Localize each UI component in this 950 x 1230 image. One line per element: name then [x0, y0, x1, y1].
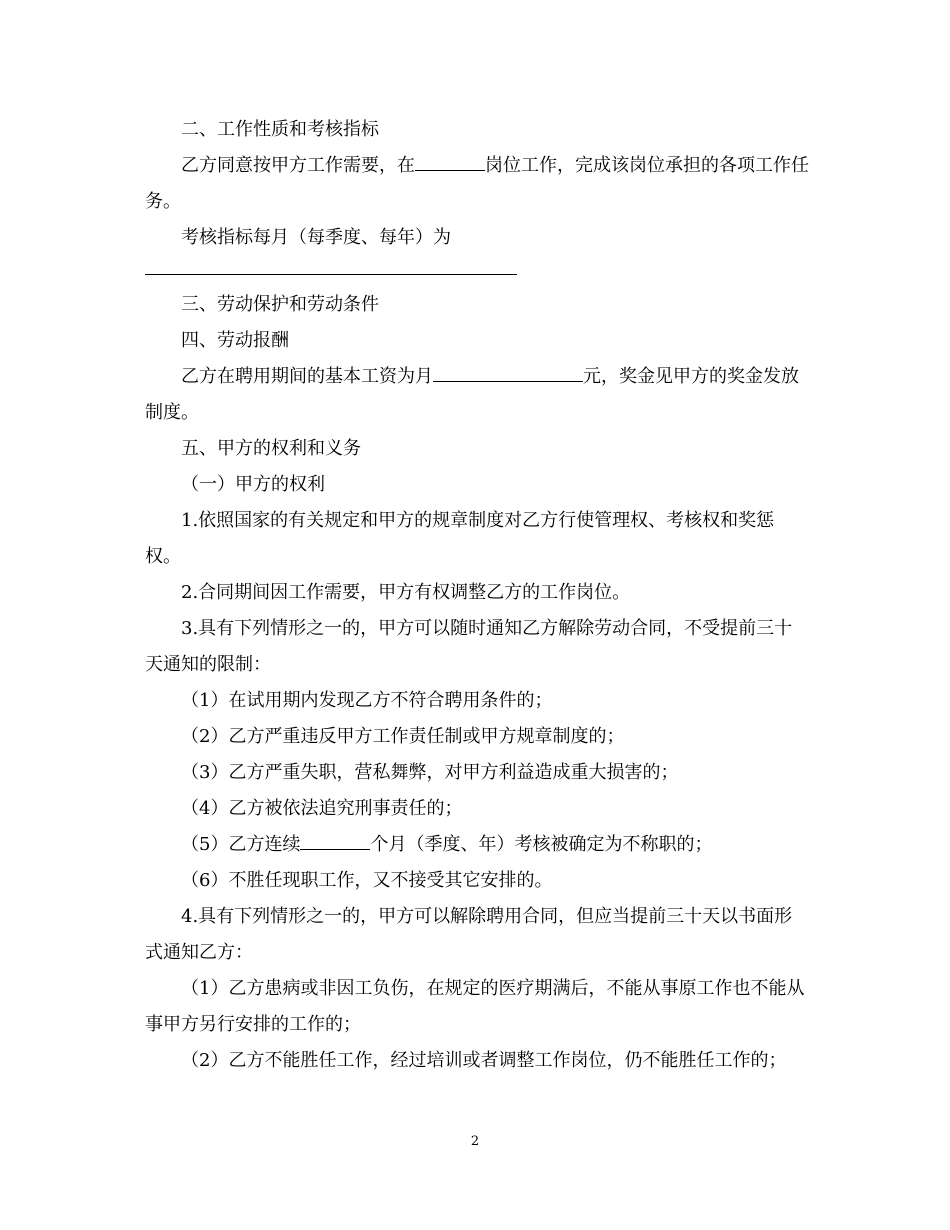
list-item-2: 2.合同期间因工作需要，甲方有权调整乙方的工作岗位。 — [181, 582, 631, 603]
document-body — [145, 112, 810, 1079]
position-blank — [415, 152, 485, 171]
list-item-3-4: （4）乙方被依法追究刑事责任的； — [181, 798, 463, 819]
assessment-blank-line — [145, 274, 517, 275]
list-item-4: 4.具有下列情形之一的，甲方可以解除聘用合同，但应当提前三十天以书面形式通知乙方： — [145, 906, 793, 963]
text-segment: 乙方在聘用期间的基本工资为月 — [181, 366, 433, 387]
section-3-title: 三、劳动保护和劳动条件 — [181, 294, 379, 315]
section-2-title: 二、工作性质和考核指标 — [181, 119, 379, 140]
list-item-3-2: （2）乙方严重违反甲方工作责任制或甲方规章制度的； — [181, 726, 625, 747]
section-5-title: 五、甲方的权利和义务 — [181, 438, 361, 459]
list-item-3-1: （1）在试用期内发现乙方不符合聘用条件的； — [181, 690, 553, 711]
list-item-3: 3.具有下列情形之一的，甲方可以随时通知乙方解除劳动合同，不受提前三十天通知的限制： — [145, 618, 793, 675]
section-5-subtitle: （一）甲方的权利 — [181, 474, 325, 495]
section-4-title: 四、劳动报酬 — [181, 330, 289, 351]
list-item-3-5 — [145, 827, 810, 863]
months-blank — [300, 831, 370, 850]
section-4-paragraph-1 — [145, 359, 810, 431]
text-segment: 元，奖金见甲方的奖金发放制度。 — [145, 366, 799, 423]
list-item-3-6: （6）不胜任现职工作，又不接受其它安排的。 — [181, 870, 553, 891]
text-segment: 乙方同意按甲方工作需要，在 — [181, 155, 415, 176]
text-segment: 岗位工作，完成该岗位承担的各项工作任务。 — [145, 155, 809, 212]
list-item-4-2: （2）乙方不能胜任工作，经过培训或者调整工作岗位，仍不能胜任工作的； — [181, 1050, 787, 1071]
section-2-paragraph-2: 考核指标每月（每季度、每年）为 — [181, 227, 451, 248]
text-segment: 个月（季度、年）考核被确定为不称职的； — [370, 834, 713, 855]
salary-blank — [433, 363, 583, 382]
list-item-1: 1.依照国家的有关规定和甲方的规章制度对乙方行使管理权、考核权和奖惩权。 — [145, 510, 775, 567]
text-segment: （5）乙方连续 — [181, 834, 301, 855]
page-number: 2 — [470, 1134, 480, 1149]
list-item-4-1: （1）乙方患病或非因工负伤，在规定的医疗期满后，不能从事原工作也不能从事甲方另行安排的工作的； — [145, 978, 805, 1035]
section-2-paragraph-1 — [145, 148, 810, 220]
list-item-3-3: （3）乙方严重失职，营私舞弊，对甲方利益造成重大损害的； — [181, 762, 679, 783]
